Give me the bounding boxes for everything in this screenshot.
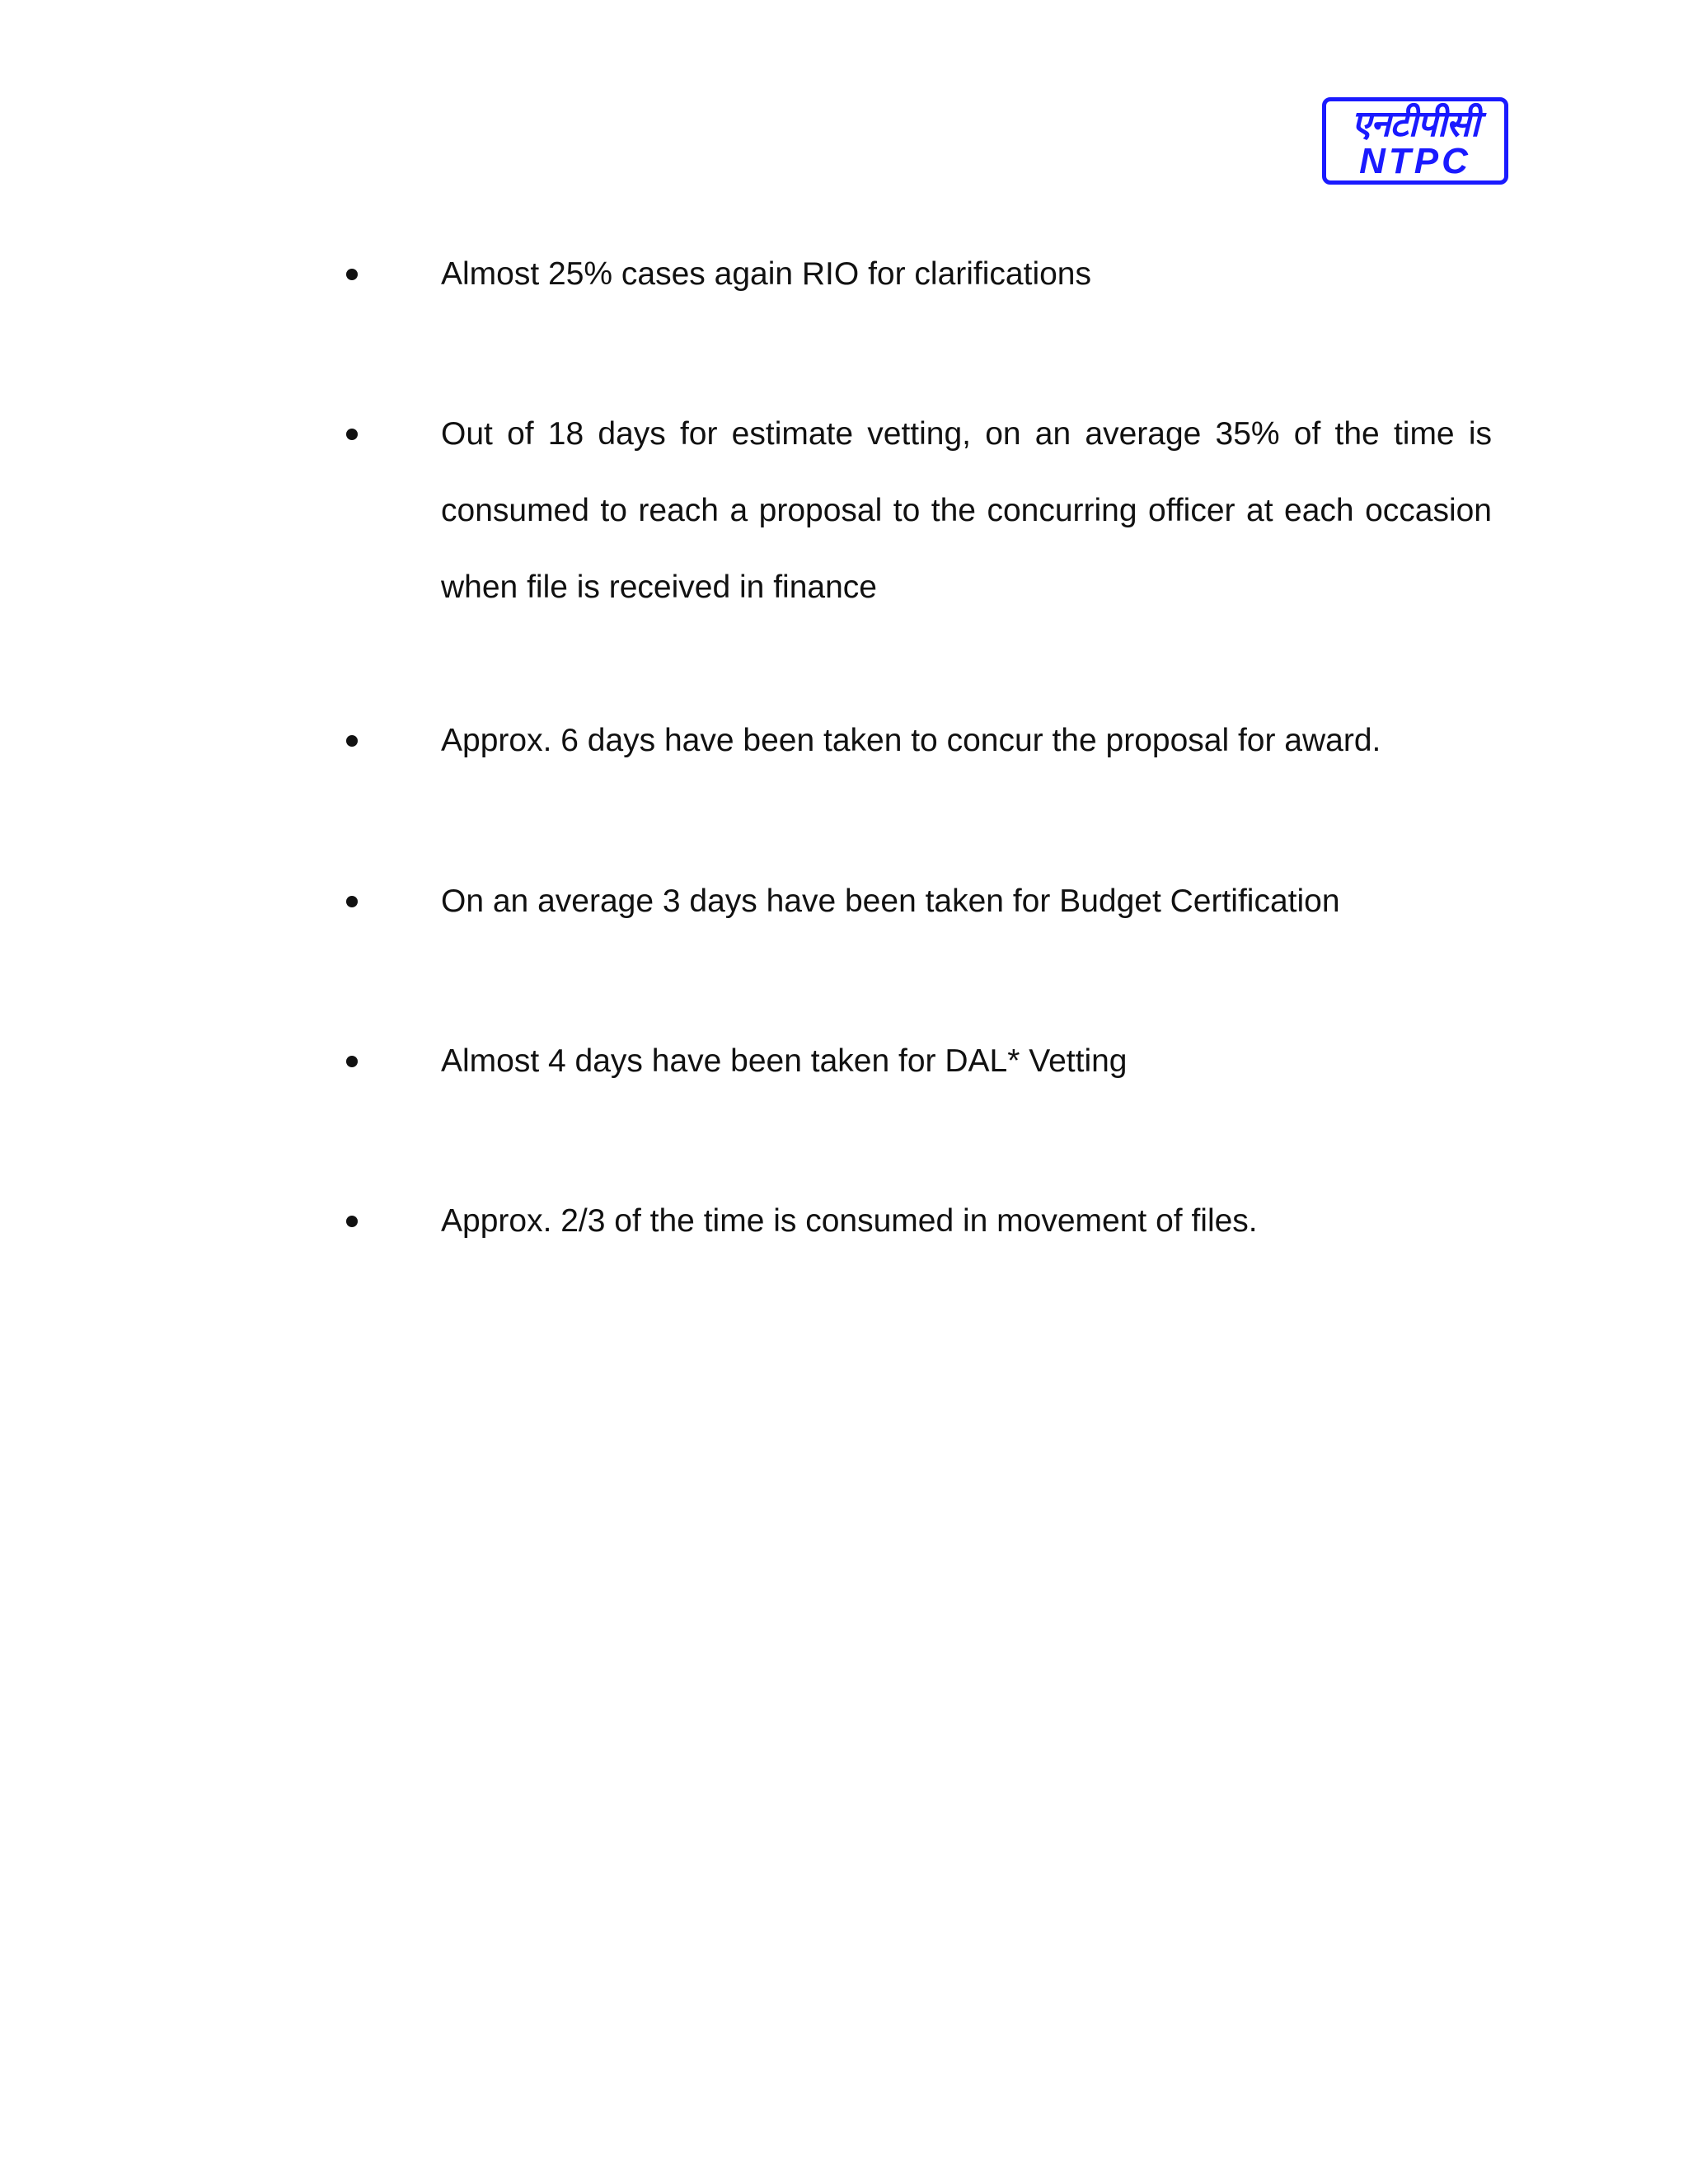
list-item-text: Approx. 6 days have been taken to concur the proposal for award. [441, 723, 1381, 758]
bullet-icon [346, 429, 358, 440]
logo-english-text: NTPC [1359, 141, 1471, 181]
logo-hindi-text: एनटीपीसी [1351, 103, 1479, 145]
list-item-text: Almost 4 days have been taken for DAL* Vetting [441, 1043, 1128, 1079]
list-item-text: Out of 18 days for estimate vetting, on an average 35% of the time is consumed to reach a proposal to the concurring officer at each occasion when file is received in finance [441, 416, 1492, 605]
bullet-icon [346, 1056, 358, 1067]
bullet-icon [346, 269, 358, 280]
list-item-text: On an average 3 days have been taken for Budget Certification [441, 883, 1340, 919]
bullet-icon [346, 896, 358, 907]
bullet-icon [346, 735, 358, 747]
list-item-text: Approx. 2/3 of the time is consumed in movement of files. [441, 1203, 1258, 1239]
bullet-icon [346, 1216, 358, 1227]
list-item-text: Almost 25% cases again RIO for clarifications [441, 256, 1091, 292]
